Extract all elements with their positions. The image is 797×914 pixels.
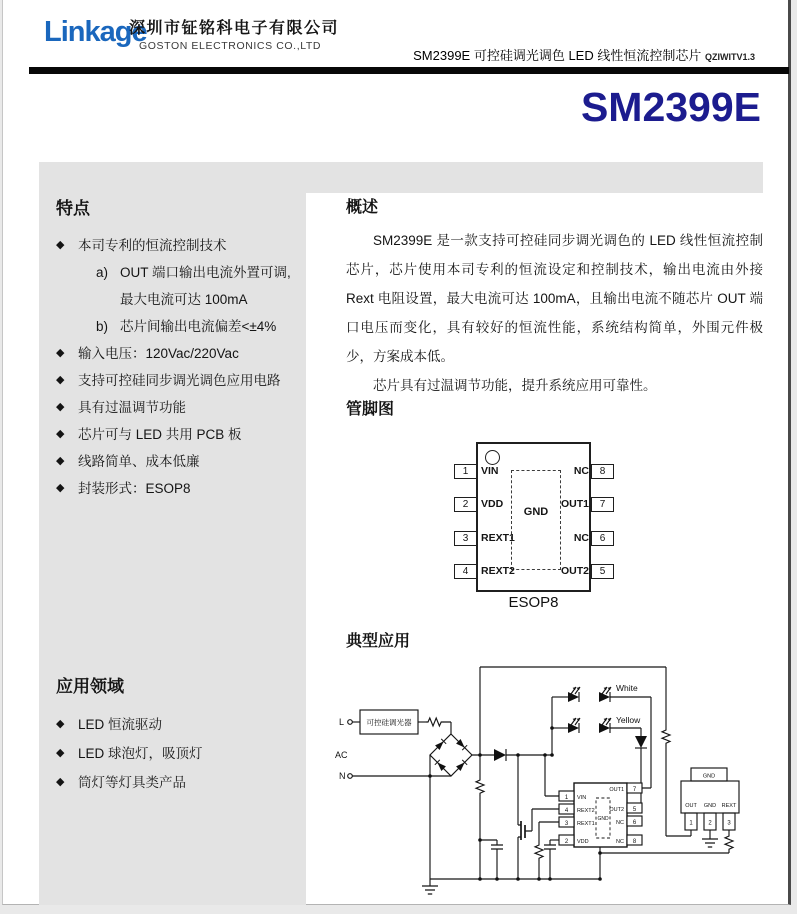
ic-pin-name: VIN (577, 795, 587, 801)
feature-item (56, 232, 304, 259)
pin-name: OUT1 (560, 498, 589, 510)
pin-number-box: 2 (454, 497, 477, 512)
ground-symbol (702, 832, 718, 847)
subitem-text: OUT 端口输出电流外置可调,最大电流可达 100mA (120, 265, 291, 307)
led-symbol (568, 687, 580, 702)
overview-paragraph: 芯片具有过温调节功能，提升系统应用可靠性。 (373, 378, 657, 393)
application-item (56, 710, 296, 739)
ic-pin-num: 5 (632, 807, 637, 813)
feature-subitem (96, 259, 304, 313)
circuit-wires (348, 667, 739, 894)
features-list (56, 232, 304, 502)
diamond-bullet-icon: ◆ (56, 374, 65, 386)
resistor-symbol (426, 718, 443, 726)
feature-item (56, 394, 304, 421)
pin1-marker-icon (485, 450, 500, 465)
pkg-pin-num: 1 (689, 820, 693, 827)
circuit-labels (335, 683, 737, 845)
ic-pin-num: 8 (632, 839, 637, 845)
ic-pin-name: VDD (577, 839, 589, 845)
resistor-symbol (725, 834, 733, 851)
part-number-title: SM2399E (580, 84, 761, 130)
feature-item (56, 367, 304, 394)
feature-item (56, 340, 304, 367)
doc-title: SM2399E 可控硅调光调色 LED 线性恒流控制芯片 (413, 48, 702, 63)
ic-pin-num: 1 (564, 795, 569, 801)
overview-heading: 概述 (346, 199, 379, 216)
ic-pad-label: GND (597, 816, 609, 822)
diamond-bullet-icon: ◆ (56, 455, 65, 467)
white-led-label: White (616, 683, 638, 693)
diamond-bullet-icon: ◆ (56, 239, 65, 251)
led-symbol (599, 687, 611, 702)
package-name: ESOP8 (508, 594, 559, 611)
top-gray-band (39, 162, 763, 193)
pin-number-box: 5 (591, 564, 614, 579)
feature-text: 线路简单、成本低廉 (78, 454, 200, 469)
led-symbol (568, 718, 580, 733)
pin-name: REXT2 (481, 565, 515, 577)
ic-pin-num: 7 (632, 787, 637, 793)
feature-text: 本司专利的恒流控制技术 (78, 238, 227, 253)
application-text: LED 恒流驱动 (78, 717, 163, 732)
ic-pin-name: NC (616, 820, 624, 826)
features-heading: 特点 (56, 199, 90, 218)
diode-symbol (635, 736, 647, 748)
diamond-bullet-icon: ◆ (56, 776, 65, 788)
ground-symbol (422, 879, 438, 894)
company-name-cn: 深圳市钲铭科电子有限公司 (129, 20, 340, 37)
yellow-led-label: Yellow (616, 715, 641, 725)
led-symbol (599, 718, 611, 733)
pin-name: VIN (481, 465, 499, 477)
feature-text: 输入电压：120Vac/220Vac (78, 346, 239, 361)
pin-number-box: 6 (591, 531, 614, 546)
feature-text: 具有过温调节功能 (78, 400, 186, 415)
diamond-bullet-icon: ◆ (56, 428, 65, 440)
diamond-bullet-icon: ◆ (56, 347, 65, 359)
pinout-pad-label: GND (523, 506, 549, 518)
ic-pin-name: NC (616, 839, 624, 845)
resistor-symbol (535, 843, 543, 860)
resistor-symbol (476, 778, 484, 795)
pinout-heading: 管脚图 (346, 401, 395, 418)
overview-paragraph: SM2399E 是一款支持可控硅同步调光调色的 LED 线性恒流控制芯片，芯片使用本司专利的恒流设定和控制技术，输出电流由外接 Rext 电阻设置，最大电流可达 100mA，且输出电流不随芯片 OUT 端口电压而变化，具有较好的恒流性能，系统结构简单，外围元件极少，方案成本低。 (346, 233, 763, 364)
ic-pin-name: OUT1 (609, 787, 624, 793)
feature-item (56, 421, 304, 448)
typical-application-heading: 典型应用 (346, 633, 411, 650)
pkg-pin-label: OUT (685, 803, 697, 809)
company-name-en: GOSTON ELECTRONICS CO.,LTD (139, 40, 322, 52)
terminal-n-label: N (339, 771, 346, 781)
application-text: LED 球泡灯，吸顶灯 (78, 746, 203, 761)
diamond-bullet-icon: ◆ (56, 482, 65, 494)
header-rule (29, 67, 789, 74)
pkg-pin-label: REXT (721, 803, 737, 809)
application-item (56, 739, 296, 768)
doc-title-line (413, 45, 755, 64)
resistor-symbol (662, 728, 670, 745)
triac-dimmer-label: 可控硅调光器 (366, 718, 412, 727)
subitem-label: a) (96, 265, 109, 280)
feature-text: 芯片可与 LED 共用 PCB 板 (78, 427, 242, 442)
applications-list (56, 710, 296, 797)
terminal-l-label: L (339, 717, 345, 727)
mosfet-source (518, 837, 521, 879)
typical-application-circuit (334, 658, 784, 905)
mosfet-drain (518, 755, 521, 825)
datasheet-page (2, 0, 791, 905)
ic-pin-num: 4 (564, 808, 569, 814)
terminal-n-node (348, 774, 353, 779)
pin-number-box: 7 (591, 497, 614, 512)
pkg-tab-label: GND (702, 773, 716, 780)
terminal-ac-label: AC (335, 750, 348, 760)
pkg-pin-num: 3 (727, 820, 731, 827)
subitem-text: 芯片间输出电流偏差<±4% (120, 319, 277, 334)
ic-pin-num: 6 (632, 820, 637, 826)
diode-symbol (494, 749, 506, 761)
pin-name: OUT2 (560, 565, 589, 577)
pkg-pin-num: 2 (708, 820, 712, 827)
overview-body (346, 226, 763, 400)
pin-number-box: 4 (454, 564, 477, 579)
ic-pin-num: 3 (564, 821, 569, 827)
pin-number-box: 8 (591, 464, 614, 479)
bridge-rectifier (430, 734, 472, 776)
diamond-bullet-icon: ◆ (56, 718, 65, 730)
pkg-pin-label: GND (703, 803, 717, 809)
diamond-bullet-icon: ◆ (56, 747, 65, 759)
capacitor-symbol (544, 840, 556, 854)
application-text: 筒灯等灯具类产品 (78, 775, 186, 790)
company-logo: Linkage (44, 16, 147, 48)
ic-pin-num: 2 (564, 839, 569, 845)
ic-pin-name: REXT2 (577, 808, 595, 814)
diamond-bullet-icon: ◆ (56, 401, 65, 413)
feature-item (56, 448, 304, 475)
pin-name: REXT1 (481, 532, 515, 544)
capacitor-symbol (491, 840, 503, 854)
feature-subitem (96, 313, 304, 340)
applications-heading: 应用领域 (56, 677, 124, 696)
feature-text: 支持可控硅同步调光调色应用电路 (78, 373, 281, 388)
pin-name: NC (573, 465, 589, 477)
doc-version: QZIWITV1.3 (704, 52, 755, 62)
ic-pin-name: REXT1 (577, 821, 595, 827)
application-item (56, 768, 296, 797)
pin-number-box: 1 (454, 464, 477, 479)
subitem-label: b) (96, 319, 109, 334)
pin-number-box: 3 (454, 531, 477, 546)
terminal-l-node (348, 720, 353, 725)
feature-text: 封装形式：ESOP8 (78, 481, 191, 496)
feature-item (56, 475, 304, 502)
ic-pin-name: OUT2 (609, 807, 624, 813)
pinout-thermal-pad (511, 470, 561, 570)
pin-name: VDD (481, 498, 504, 510)
pin-name: NC (573, 532, 589, 544)
